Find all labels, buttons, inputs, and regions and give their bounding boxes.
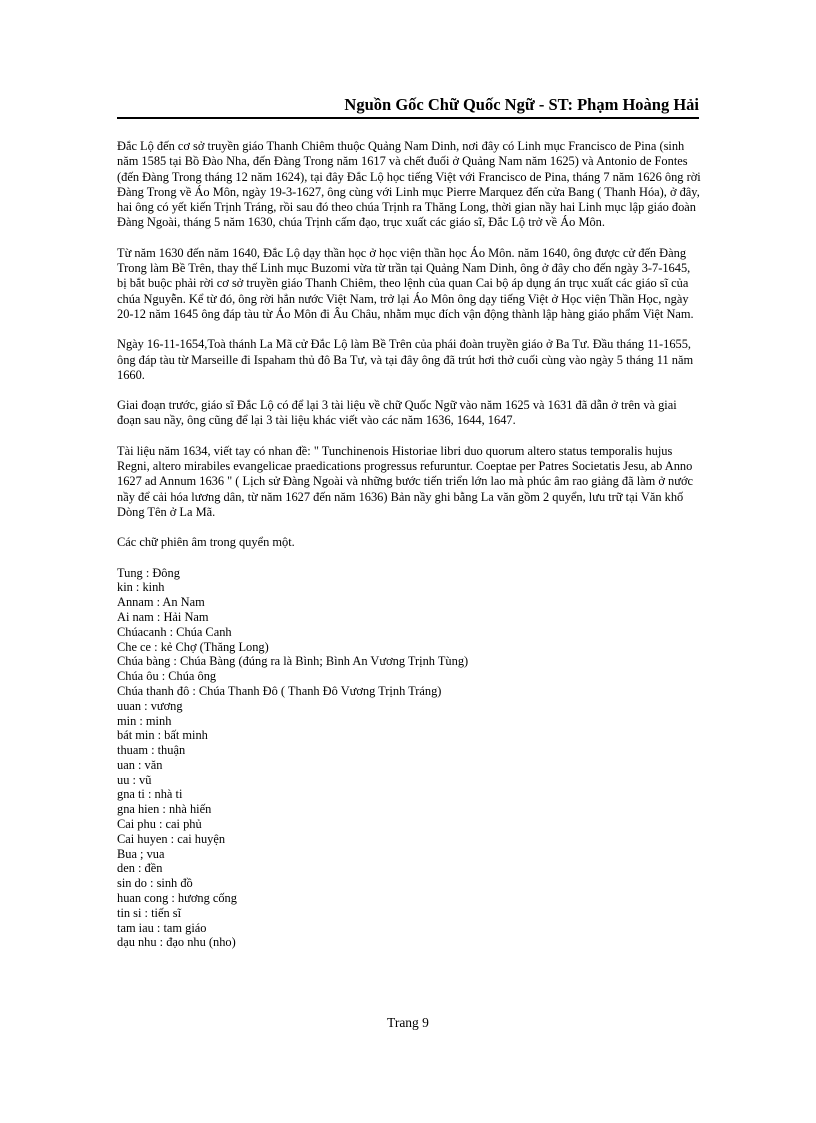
glossary-item: Ai nam : Hải Nam xyxy=(117,609,209,624)
glossary-list xyxy=(117,566,701,951)
page-number: Trang 9 xyxy=(387,1015,429,1030)
glossary-item: uuan : vương xyxy=(117,698,183,713)
document-body xyxy=(117,139,701,950)
paragraph-3: Ngày 16-11-1654,Toà thánh La Mã cử Đắc Lộ làm Bề Trên của phái đoàn truyền giáo ở Ba Tư. Đầu tháng 11-1655, ông đáp tàu từ Marseille đi Ispaham thủ đô Ba Tư, và tại đây ông đã trút hơi thở cuối cùng vào ngày 5 tháng 11 năm 1660. xyxy=(117,337,694,382)
page-header-title: Nguồn Gốc Chữ Quốc Ngữ - ST: Phạm Hoàng Hải xyxy=(344,95,699,114)
glossary-item: kin : kinh xyxy=(117,580,165,595)
glossary-item: Cai phu : cai phủ xyxy=(117,817,202,832)
paragraph-4: Giai đoạn trước, giáo sĩ Đắc Lộ có để lại 3 tài liệu về chữ Quốc Ngữ vào năm 1625 và 1631 đã dẫn ở trên và giai đoạn sau nầy, ông cũng để lại 3 tài liệu khác viết vào các năm 1636, 1644, 1647. xyxy=(117,398,677,428)
glossary-item: gna ti : nhà ti xyxy=(117,787,183,802)
glossary-item: Annam : An Nam xyxy=(117,595,205,610)
glossary-item: uu : vũ xyxy=(117,772,152,787)
paragraph-2: Từ năm 1630 đến năm 1640, Đắc Lộ dạy thần học ở học viện thần học Áo Môn. năm 1640, ông được cử đến Đàng Trong làm Bề Trên, thay thế Linh mục Buzomi vừa từ trần tại Quảng Nam Dinh, ông ở đây cho đến ngày 3-7-1645, bị bắt buộc phải rời cơ sở truyền giáo Thanh Chiêm, theo lệnh của quan Cai bộ áp dụng án trục xuất các giáo sĩ của chúa Nguyễn. Kể từ đó, ông rời hẳn nước Việt Nam, trở lại Áo Môn ông dạy tiếng Việt ở Học viện Thần Học, ngày 20-12 năm 1645 ông đáp tàu từ Áo Môn đi Âu Châu, nhằm mục đích vận động thành lập hàng giáo phẩm Việt Nam. xyxy=(117,245,694,321)
glossary-item: gna hien : nhà hiến xyxy=(117,802,212,817)
glossary-item: dạu nhu : đạo nhu (nho) xyxy=(117,935,236,950)
glossary-item: tin si : tiến sĩ xyxy=(117,905,182,920)
glossary-item: bát min : bất minh xyxy=(117,728,208,743)
glossary-item: thuam : thuận xyxy=(117,743,186,758)
glossary-item: huan cong : hương cống xyxy=(117,891,237,906)
glossary-item: Bua ; vua xyxy=(117,846,165,861)
glossary-item: Chúa bàng : Chúa Bàng (đúng ra là Bình; Bình An Vương Trịnh Tùng) xyxy=(117,654,469,669)
glossary-item: tam iau : tam giáo xyxy=(117,920,207,935)
glossary-item: Che ce : kẻ Chợ (Thăng Long) xyxy=(117,639,269,654)
glossary-item: uan : văn xyxy=(117,757,163,772)
paragraph-5: Tài liệu năm 1634, viết tay có nhan đề: " Tunchinenois Historiae libri duo quorum altero status temporalis hujus Regni, altero mirabiles evangelicae praedications progressus refuruntur. Coeptae per Patres Societatis Jesu, ab Anno 1627 ad Annum 1636 " ( Lịch sử Đàng Ngoài và những bước tiến triển lớn lao mà phúc âm rao giảng đã làm ở nước nầy để cải hóa lương dân, từ năm 1627 đến năm 1636) Bản nầy ghi bằng La văn gồm 2 quyển, lưu trữ tại Văn khố Dòng Tên ở La Mã. xyxy=(117,443,694,519)
glossary-item: Tung : Đông xyxy=(117,565,180,580)
glossary-intro: Các chữ phiên âm trong quyển một. xyxy=(117,535,295,550)
glossary-item: Cai huyen : cai huyện xyxy=(117,831,226,846)
glossary-item: den : đền xyxy=(117,861,163,876)
glossary-item: Chúa ôu : Chúa ông xyxy=(117,669,217,684)
glossary-item: Chúa thanh đô : Chúa Thanh Đô ( Thanh Đô Vương Trịnh Tráng) xyxy=(117,683,442,698)
glossary-item: Chúacanh : Chúa Canh xyxy=(117,624,232,639)
glossary-item: sin do : sinh đồ xyxy=(117,876,193,891)
paragraph-1: Đắc Lộ đến cơ sở truyền giáo Thanh Chiêm thuộc Quảng Nam Dinh, nơi đây có Linh mục Francisco de Pina (sinh năm 1585 tại Bồ Đào Nha, đến Đàng Trong năm 1617 và chết đuối ở Quảng Nam năm 1625) và Antonio de Fontes (đến Đàng Trong tháng 12 năm 1624), tại đây Đắc Lộ học tiếng Việt với Francisco de Pina, tháng 7 năm 1626 ông rời Đàng Trong về Áo Môn, ngày 19-3-1627, ông cùng với Linh mục Pierre Marquez đến cửa Bang ( Thanh Hóa), ở đây, hai ông có yết kiến Trịnh Tráng, rồi sau đó theo chúa Trịnh ra Thăng Long, thời gian nầy hai Linh mục lập giáo đoàn Đàng Ngoài, tháng 5 năm 1630, chúa Trịnh cấm đạo, trục xuất các giáo sĩ, Đắc Lộ trở về Áo Môn. xyxy=(117,139,701,230)
glossary-item: min : minh xyxy=(117,713,172,728)
header-rule xyxy=(117,117,699,119)
